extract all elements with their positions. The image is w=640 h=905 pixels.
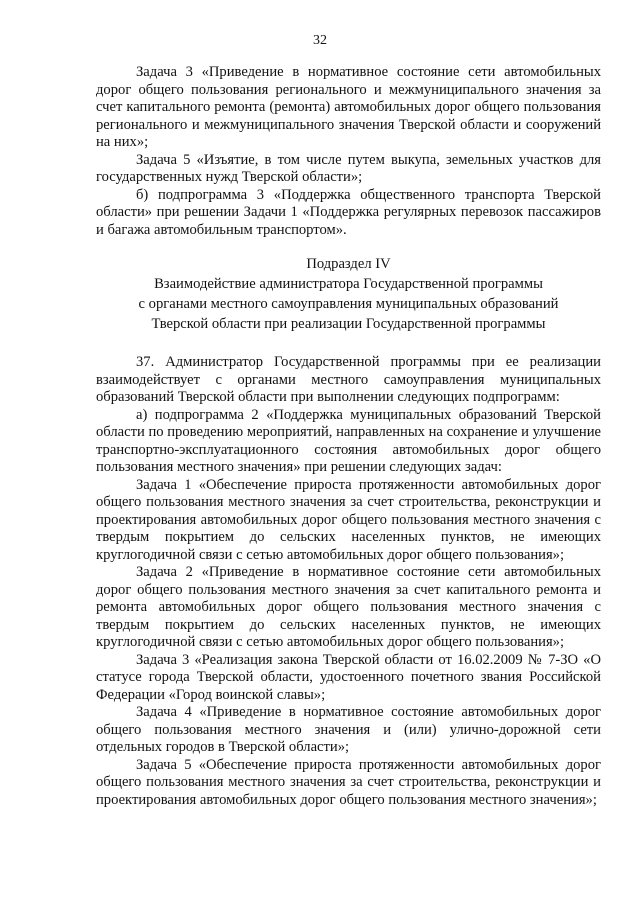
page-number: 32 bbox=[313, 33, 327, 48]
paragraph-task-3-regional: Задача 3 «Приведение в нормативное состояние сети автомобильных дорог общего пользования регионального и межмуниципального значения за счет капитального ремонта (ремонта) автомобильных дорог общего пользования регионального и межмуниципального значения Тверской области и сооружений на них»; bbox=[96, 64, 601, 150]
paragraph-local-task-2: Задача 2 «Приведение в нормативное состояние сети автомобильных дорог общего пользования местного значения за счет капитального ремонта и ремонта автомобильных дорог общего пользования местного значения с твердым покрытием до сельских населенных пунктов, не имеющих круглогодичной связи с сетью автомобильных дорог общего пользования»; bbox=[96, 564, 601, 650]
paragraph-subprogram-3: б) подпрограмма 3 «Поддержка общественного транспорта Тверской области» при решении Задачи 1 «Поддержка регулярных перевозок пассажиров и багажа автомобильным транспортом». bbox=[96, 186, 601, 238]
paragraph-subprogram-2: а) подпрограмма 2 «Поддержка муниципальных образований Тверской области по проведению мероприятий, направленных на сохранение и улучшение транспортно-эксплуатационного состояния автомобильных дорог общего пользования местного значения» при решении следующих задач: bbox=[96, 406, 601, 475]
paragraph-local-task-1: Задача 1 «Обеспечение прироста протяженности автомобильных дорог общего пользования местного значения за счет строительства, реконструкции и проектирования автомобильных дорог общего пользования местного значения с твердым покрытием до сельских населенных пунктов, не имеющих круглогодичной связи с сетью автомобильных дорог общего пользования»; bbox=[96, 476, 601, 563]
heading-subsection: Подраздел IV bbox=[306, 256, 391, 272]
heading-line-4: Тверской области при реализации Государственной программы bbox=[151, 316, 546, 332]
section-heading bbox=[96, 254, 601, 334]
heading-line-3: с органами местного самоуправления муниципальных образований bbox=[138, 296, 559, 312]
paragraph-local-task-5: Задача 5 «Обеспечение прироста протяженности автомобильных дорог общего пользования местного значения за счет строительства, реконструкции и проектирования автомобильных дорог общего пользования местного значения»; bbox=[96, 756, 601, 808]
paragraph-local-task-3: Задача 3 «Реализация закона Тверской области от 16.02.2009 № 7-ЗО «О статусе города Тверской области, удостоенного почетного звания Российской Федерации «Город воинской славы»; bbox=[96, 651, 601, 703]
paragraph-37: 37. Администратор Государственной программы при ее реализации взаимодействует с органами местного самоуправления муниципальных образований Тверской области при выполнении следующих подпрограмм: bbox=[96, 354, 601, 405]
paragraph-local-task-4: Задача 4 «Приведение в нормативное состояние автомобильных дорог общего пользования местного значения и (или) улично-дорожной сети отдельных городов в Тверской области»; bbox=[96, 704, 601, 755]
document-body bbox=[96, 64, 601, 809]
heading-line-2: Взаимодействие администратора Государственной программы bbox=[154, 276, 543, 292]
paragraph-task-5-land: Задача 5 «Изъятие, в том числе путем выкупа, земельных участков для государственных нужд Тверской области»; bbox=[96, 151, 601, 185]
